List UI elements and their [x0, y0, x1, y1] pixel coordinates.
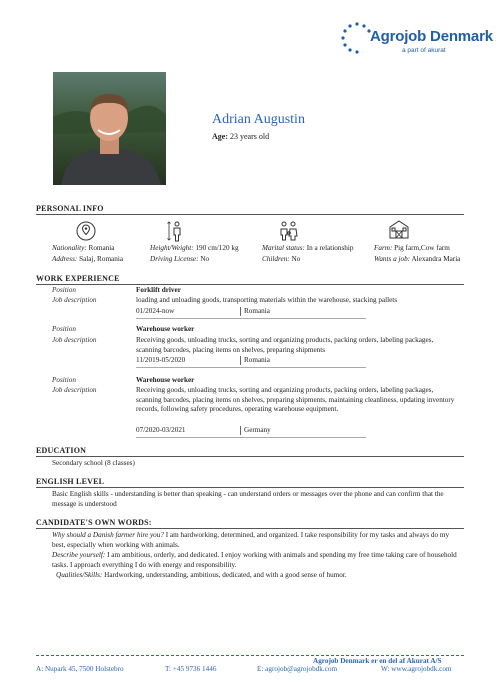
job1-dates: 01/2024-now	[136, 307, 175, 315]
footer-address: A: Nupark 45, 7500 Holstebro	[36, 665, 124, 673]
english-level-text: Basic English skills - understanding is better than speaking - can understand orders or messages over the phone and can confirm that the message is understood	[52, 490, 444, 508]
job2-divider	[240, 356, 241, 365]
job3-position: Warehouse worker	[136, 376, 195, 384]
work-experience-title: WORK EXPERIENCE	[36, 274, 120, 283]
job1-position-label: Position	[52, 286, 76, 294]
own-words-title: CANDIDATE'S OWN WORDS:	[36, 518, 152, 527]
job3-divider	[240, 426, 241, 435]
farm-icon	[388, 218, 410, 240]
job3-description-label: Job description	[52, 386, 97, 394]
education-rule	[36, 456, 464, 457]
footer-website[interactable]: W: www.agrojobdk.com	[381, 665, 452, 673]
logo-tagline: a part of akurat	[402, 47, 446, 54]
footer-company: Agrojob Denmark er en del af Akurat A/S	[313, 657, 442, 665]
job2-dates: 11/2019-05/2020	[136, 356, 186, 364]
candidate-age	[212, 132, 269, 141]
job3-dates: 07/2020-03/2021	[136, 426, 186, 434]
own-words-q3: Qualities/Skills: Hardworking, understanding, ambitious, dedicated, and with a good sense of humor.	[56, 571, 347, 579]
job1-position: Forklift driver	[136, 286, 181, 294]
candidate-photo	[53, 72, 166, 185]
job1-description-label: Job description	[52, 296, 97, 304]
job1-country: Romania	[244, 307, 270, 315]
logo-brand: Agrojob Denmark	[370, 28, 493, 45]
age-value: 23 years old	[230, 132, 270, 141]
job2-description: Receiving goods, unloading trucks, sorting and organizing products, packing orders, labeling packages, scanning barcodes, placing items on shelves, preparing shipments	[136, 336, 434, 354]
footer-email[interactable]: E: agrojob@agrojobdk.com	[257, 665, 338, 673]
education-title: EDUCATION	[36, 446, 87, 455]
location-pin-icon	[75, 220, 97, 242]
job2-position-label: Position	[52, 325, 76, 333]
info-height-license: Height/Weight: 190 cm/120 kg Driving License: No	[150, 244, 239, 263]
english-level-rule	[36, 487, 464, 488]
candidate-name: Adrian Augustin	[212, 112, 305, 127]
own-words-rule	[36, 528, 464, 529]
stars-logo-icon	[340, 20, 374, 54]
own-words-q1: Why should a Danish farmer hire you? I am hardworking, determined, and organized. I take responsibility for my tasks and always do my best, especially when working with animals.	[52, 531, 450, 549]
info-nationality-address: Nationality: Romania Address: Salaj, Romania	[52, 244, 124, 263]
footer-phone: T: +45 9736 1446	[165, 665, 217, 673]
info-marital-children: Marital status: In a relationship Children: No	[262, 244, 354, 263]
personal-info-title: PERSONAL INFO	[36, 204, 104, 213]
education-text: Secondary school (8 classes)	[52, 459, 135, 467]
job3-underline	[136, 437, 366, 438]
job3-position-label: Position	[52, 376, 76, 384]
job2-underline	[136, 367, 366, 368]
job2-country: Romania	[244, 356, 270, 364]
job1-divider	[240, 307, 241, 316]
job1-description: loading and unloading goods, transporting materials within the warehouse, stacking pallets	[136, 296, 398, 304]
company-logo	[340, 18, 493, 60]
job3-description: Receiving goods, unloading trucks, sorting and organizing products, packing orders, labeling packages, scanning barcodes, placing items on shelves, preparing shipments, maintaining cleanliness, updating inventory records, following safety procedures, operating warehouse equipment.	[136, 386, 455, 414]
family-icon	[278, 220, 300, 242]
job2-description-label: Job description	[52, 336, 97, 344]
job2-position: Warehouse worker	[136, 325, 195, 333]
own-words-q2: Describe yourself: I am ambitious, orderly, and dedicated. I enjoy working with animals and spending my free time taking care of household tasks. I approach everything I do with energy and responsibility.	[52, 551, 457, 569]
info-farm-wants: Farm: Pig farm,Cow farm Wants a job: Alexandra Maria	[374, 244, 461, 263]
work-experience-rule	[36, 284, 464, 285]
english-level-title: ENGLISH LEVEL	[36, 477, 105, 486]
job1-underline	[136, 318, 366, 319]
age-label: Age:	[212, 132, 228, 141]
height-weight-icon	[166, 220, 188, 242]
job3-country: Germany	[244, 426, 271, 434]
footer-rule	[36, 655, 464, 656]
personal-info-rule	[36, 214, 464, 215]
